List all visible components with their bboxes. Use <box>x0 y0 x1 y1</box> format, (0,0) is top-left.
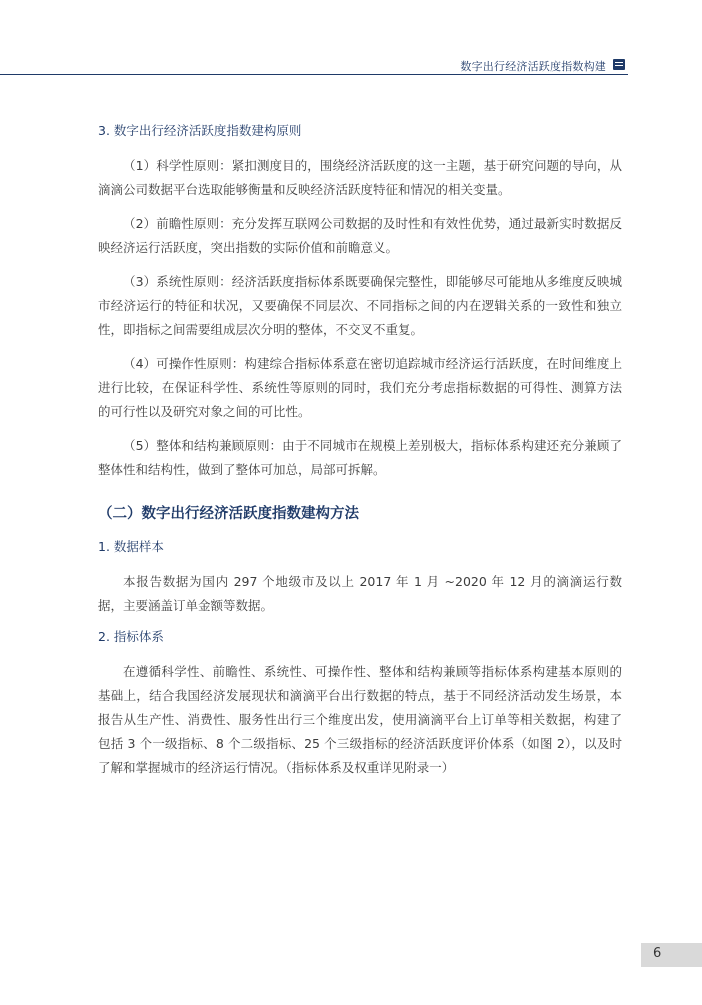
page-number-tab <box>641 943 702 967</box>
indicator-system-heading: 2. 指标体系 <box>98 629 164 644</box>
document-icon <box>613 59 625 70</box>
method-section-heading: （二）数字出行经济活跃度指数建构方法 <box>98 506 359 522</box>
data-sample-heading: 1. 数据样本 <box>98 539 164 554</box>
principle-paragraph: （5）整体和结构兼顾原则：由于不同城市在规模上差别极大，指标体系构建还充分兼顾了整体性和结构性，做到了整体可加总，局部可拆解。 <box>98 438 622 477</box>
principle-paragraph: （3）系统性原则：经济活跃度指标体系既要确保完整性，即能够尽可能地从多维度反映城市经济运行的特征和状况，又要确保不同层次、不同指标之间的内在逻辑关系的一致性和独立性，即指标之间需要组成层次分明的整体，不交叉不重复。 <box>98 274 622 337</box>
page-number: 6 <box>653 946 662 961</box>
page-body <box>98 122 622 790</box>
principle-paragraph: （2）前瞻性原则：充分发挥互联网公司数据的及时性和有效性优势，通过最新实时数据反映经济运行活跃度，突出指数的实际价值和前瞻意义。 <box>98 216 622 255</box>
principle-paragraph: （1）科学性原则：紧扣测度目的，围绕经济活跃度的这一主题，基于研究问题的导向，从滴滴公司数据平台选取能够衡量和反映经济活跃度特征和情况的相关变量。 <box>98 158 622 197</box>
header-rule <box>0 74 628 75</box>
principles-heading: 3. 数字出行经济活跃度指数建构原则 <box>98 123 302 138</box>
running-header-title: 数字出行经济活跃度指数构建 <box>460 60 606 73</box>
indicator-system-paragraph: 在遵循科学性、前瞻性、系统性、可操作性、整体和结构兼顾等指标体系构建基本原则的基础上，结合我国经济发展现状和滴滴平台出行数据的特点，基于不同经济活动发生场景，本报告从生产性、消费性、服务性出行三个维度出发，使用滴滴平台上订单等相关数据，构建了包括 3 个一级指标、8 个二级指标、25 个三级指标的经济活跃度评价体系（如图 2），以及时了解和掌握城市的经济运行情况。（指标体系及权重详见附录一） <box>98 664 622 775</box>
principle-paragraph: （4）可操作性原则：构建综合指标体系意在密切追踪城市经济运行活跃度，在时间维度上进行比较，在保证科学性、系统性等原则的同时，我们充分考虑指标数据的可得性、测算方法的可行性以及研究对象之间的可比性。 <box>98 356 622 419</box>
data-sample-paragraph: 本报告数据为国内 297 个地级市及以上 2017 年 1 月 ~2020 年 12 月的滴滴运行数据，主要涵盖订单金额等数据。 <box>98 574 622 613</box>
